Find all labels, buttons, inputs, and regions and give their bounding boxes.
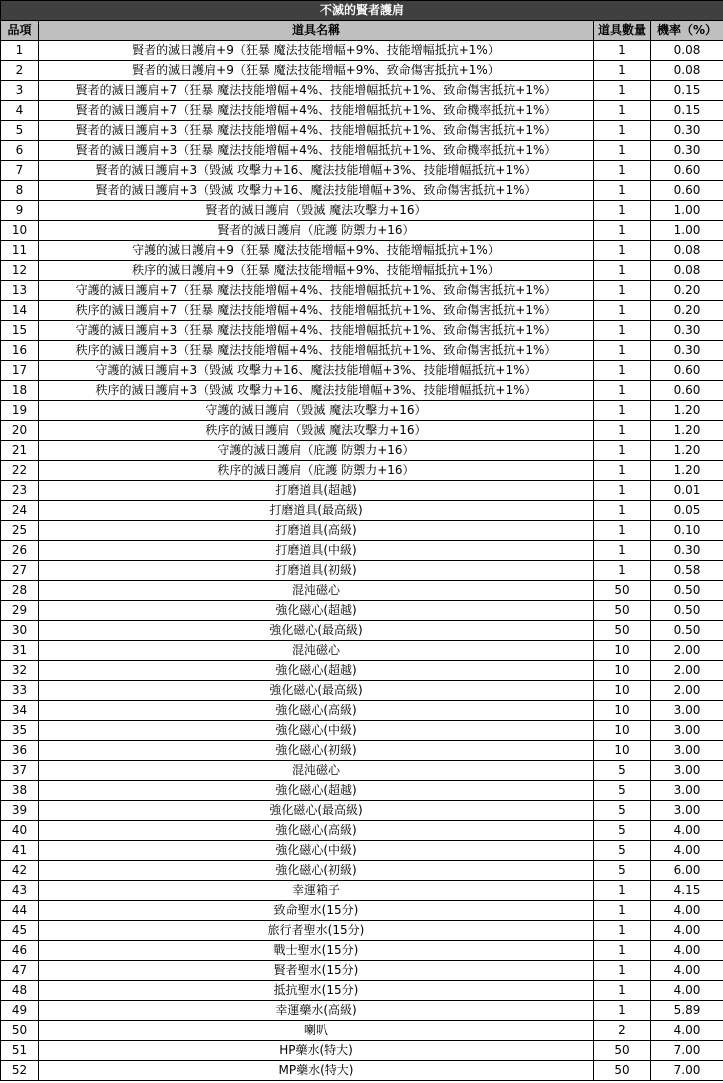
item-quantity-cell: 1	[594, 381, 651, 401]
drop-rate-cell: 0.50	[651, 601, 723, 621]
table-row	[1, 1021, 723, 1041]
item-name-cell: 強化磁心(超越)	[39, 781, 594, 801]
drop-rate-cell: 0.58	[651, 561, 723, 581]
item-name-cell: MP藥水(特大)	[39, 1061, 594, 1081]
table-row	[1, 721, 723, 741]
table-row	[1, 461, 723, 481]
item-quantity-cell: 1	[594, 521, 651, 541]
item-quantity-cell: 5	[594, 861, 651, 881]
item-name-cell: 幸運箱子	[39, 881, 594, 901]
item-number-cell: 31	[1, 641, 39, 661]
table-row	[1, 501, 723, 521]
item-number-cell: 41	[1, 841, 39, 861]
item-quantity-cell: 5	[594, 841, 651, 861]
drop-rate-cell: 0.15	[651, 101, 723, 121]
drop-rate-cell: 0.20	[651, 301, 723, 321]
item-number-cell: 45	[1, 921, 39, 941]
item-number-cell: 49	[1, 1001, 39, 1021]
drop-rate-cell: 0.20	[651, 281, 723, 301]
table-row	[1, 421, 723, 441]
item-number-cell: 50	[1, 1021, 39, 1041]
item-quantity-cell: 1	[594, 281, 651, 301]
drop-rate-cell: 3.00	[651, 781, 723, 801]
item-name-cell: 強化磁心(超越)	[39, 661, 594, 681]
item-number-cell: 2	[1, 61, 39, 81]
item-quantity-cell: 1	[594, 961, 651, 981]
item-quantity-cell: 10	[594, 741, 651, 761]
drop-rate-cell: 4.00	[651, 961, 723, 981]
item-number-cell: 17	[1, 361, 39, 381]
table-row	[1, 801, 723, 821]
drop-rate-cell: 0.30	[651, 141, 723, 161]
item-name-cell: 強化磁心(最高級)	[39, 801, 594, 821]
table-row	[1, 281, 723, 301]
item-number-cell: 11	[1, 241, 39, 261]
drop-rate-cell: 0.08	[651, 61, 723, 81]
item-quantity-cell: 1	[594, 201, 651, 221]
table-row	[1, 41, 723, 61]
table-row	[1, 381, 723, 401]
item-quantity-cell: 1	[594, 1001, 651, 1021]
item-number-cell: 39	[1, 801, 39, 821]
table-row	[1, 301, 723, 321]
item-quantity-cell: 2	[594, 1021, 651, 1041]
table-row	[1, 681, 723, 701]
item-name-cell: 守護的滅日護肩+7（狂暴 魔法技能增幅+4%、技能增幅抵抗+1%、致命傷害抵抗+1%）	[39, 281, 594, 301]
table-row	[1, 261, 723, 281]
drop-rate-cell: 6.00	[651, 861, 723, 881]
item-quantity-cell: 10	[594, 701, 651, 721]
item-name-cell: 強化磁心(高級)	[39, 701, 594, 721]
drop-rate-cell: 0.60	[651, 161, 723, 181]
item-name-cell: 強化磁心(高級)	[39, 821, 594, 841]
item-quantity-cell: 1	[594, 221, 651, 241]
drop-rate-cell: 4.00	[651, 821, 723, 841]
item-name-cell: 致命聖水(15分)	[39, 901, 594, 921]
table-row	[1, 81, 723, 101]
drop-rate-cell: 1.20	[651, 461, 723, 481]
drop-rate-cell: 0.08	[651, 241, 723, 261]
item-number-cell: 14	[1, 301, 39, 321]
drop-rate-cell: 4.00	[651, 1021, 723, 1041]
table-row	[1, 161, 723, 181]
item-quantity-cell: 50	[594, 1061, 651, 1081]
drop-rate-cell: 1.20	[651, 441, 723, 461]
drop-rate-cell: 4.00	[651, 901, 723, 921]
table-row	[1, 541, 723, 561]
item-name-cell: 賢者的滅日護肩+3（毀滅 攻擊力+16、魔法技能增幅+3%、技能增幅抵抗+1%）	[39, 161, 594, 181]
table-row	[1, 921, 723, 941]
item-name-cell: 秩序的滅日護肩（毀滅 魔法攻擊力+16）	[39, 421, 594, 441]
item-name-cell: 抵抗聖水(15分)	[39, 981, 594, 1001]
drop-rate-cell: 0.60	[651, 181, 723, 201]
item-number-cell: 6	[1, 141, 39, 161]
item-number-cell: 23	[1, 481, 39, 501]
item-quantity-cell: 10	[594, 661, 651, 681]
item-name-cell: 旅行者聖水(15分)	[39, 921, 594, 941]
item-name-cell: 強化磁心(超越)	[39, 601, 594, 621]
item-quantity-cell: 1	[594, 261, 651, 281]
drop-rate-cell: 0.50	[651, 581, 723, 601]
item-number-cell: 7	[1, 161, 39, 181]
item-quantity-cell: 1	[594, 101, 651, 121]
item-name-cell: HP藥水(特大)	[39, 1041, 594, 1061]
drop-rate-cell: 3.00	[651, 741, 723, 761]
item-number-cell: 3	[1, 81, 39, 101]
table-row	[1, 441, 723, 461]
table-row	[1, 321, 723, 341]
table-row	[1, 1041, 723, 1061]
item-name-cell: 幸運藥水(高級)	[39, 1001, 594, 1021]
drop-rate-cell: 4.00	[651, 841, 723, 861]
item-quantity-cell: 1	[594, 901, 651, 921]
header-item-name: 道具名稱	[39, 21, 594, 41]
item-name-cell: 秩序的滅日護肩（庇護 防禦力+16）	[39, 461, 594, 481]
table-row	[1, 1061, 723, 1081]
item-number-cell: 26	[1, 541, 39, 561]
table-row	[1, 401, 723, 421]
item-name-cell: 強化磁心(中級)	[39, 841, 594, 861]
item-name-cell: 混沌磁心	[39, 641, 594, 661]
item-number-cell: 5	[1, 121, 39, 141]
item-name-cell: 守護的滅日護肩（毀滅 魔法攻擊力+16）	[39, 401, 594, 421]
item-quantity-cell: 10	[594, 721, 651, 741]
item-quantity-cell: 1	[594, 141, 651, 161]
item-number-cell: 33	[1, 681, 39, 701]
item-number-cell: 34	[1, 701, 39, 721]
item-number-cell: 13	[1, 281, 39, 301]
header-row	[1, 21, 723, 41]
drop-rate-cell: 0.08	[651, 41, 723, 61]
drop-rate-cell: 7.00	[651, 1061, 723, 1081]
item-quantity-cell: 50	[594, 601, 651, 621]
item-name-cell: 秩序的滅日護肩+9（狂暴 魔法技能增幅+9%、技能增幅抵抗+1%）	[39, 261, 594, 281]
drop-rate-cell: 7.00	[651, 1041, 723, 1061]
item-number-cell: 29	[1, 601, 39, 621]
drop-rate-cell: 3.00	[651, 721, 723, 741]
item-name-cell: 守護的滅日護肩（庇護 防禦力+16）	[39, 441, 594, 461]
item-name-cell: 喇叭	[39, 1021, 594, 1041]
drop-rate-cell: 4.00	[651, 921, 723, 941]
item-name-cell: 秩序的滅日護肩+3（狂暴 魔法技能增幅+4%、技能增幅抵抗+1%、致命傷害抵抗+1%）	[39, 341, 594, 361]
table-row	[1, 981, 723, 1001]
table-row	[1, 561, 723, 581]
table-row	[1, 661, 723, 681]
table-row	[1, 741, 723, 761]
item-quantity-cell: 1	[594, 341, 651, 361]
item-number-cell: 43	[1, 881, 39, 901]
drop-rate-cell: 0.60	[651, 381, 723, 401]
table-row	[1, 241, 723, 261]
item-name-cell: 賢者的滅日護肩（毀滅 魔法攻擊力+16）	[39, 201, 594, 221]
item-quantity-cell: 1	[594, 561, 651, 581]
item-quantity-cell: 10	[594, 641, 651, 661]
item-name-cell: 混沌磁心	[39, 761, 594, 781]
header-item-quantity: 道具數量	[594, 21, 651, 41]
item-name-cell: 打磨道具(超越)	[39, 481, 594, 501]
table-row	[1, 641, 723, 661]
item-quantity-cell: 1	[594, 161, 651, 181]
item-quantity-cell: 1	[594, 921, 651, 941]
item-name-cell: 賢者的滅日護肩+3（狂暴 魔法技能增幅+4%、技能增幅抵抗+1%、致命傷害抵抗+1%）	[39, 121, 594, 141]
table-row	[1, 481, 723, 501]
item-name-cell: 賢者的滅日護肩+9（狂暴 魔法技能增幅+9%、致命傷害抵抗+1%）	[39, 61, 594, 81]
drop-rate-cell: 0.01	[651, 481, 723, 501]
item-name-cell: 賢者聖水(15分)	[39, 961, 594, 981]
title-row	[1, 1, 723, 21]
item-quantity-cell: 1	[594, 41, 651, 61]
item-name-cell: 強化磁心(最高級)	[39, 621, 594, 641]
item-name-cell: 秩序的滅日護肩+7（狂暴 魔法技能增幅+4%、技能增幅抵抗+1%、致命傷害抵抗+1%）	[39, 301, 594, 321]
drop-rate-cell: 0.30	[651, 341, 723, 361]
item-quantity-cell: 1	[594, 881, 651, 901]
item-number-cell: 18	[1, 381, 39, 401]
table-row	[1, 701, 723, 721]
table-row	[1, 1001, 723, 1021]
item-name-cell: 賢者的滅日護肩+3（狂暴 魔法技能增幅+4%、技能增幅抵抗+1%、致命機率抵抗+1%）	[39, 141, 594, 161]
item-name-cell: 賢者的滅日護肩+3（毀滅 攻擊力+16、魔法技能增幅+3%、致命傷害抵抗+1%）	[39, 181, 594, 201]
drop-rate-cell: 0.60	[651, 361, 723, 381]
drop-rate-cell: 2.00	[651, 681, 723, 701]
drop-rate-cell: 3.00	[651, 761, 723, 781]
table-row	[1, 621, 723, 641]
table-row	[1, 901, 723, 921]
drop-rate-cell: 1.20	[651, 401, 723, 421]
item-quantity-cell: 5	[594, 801, 651, 821]
item-name-cell: 戰士聖水(15分)	[39, 941, 594, 961]
item-number-cell: 32	[1, 661, 39, 681]
item-number-cell: 35	[1, 721, 39, 741]
item-number-cell: 36	[1, 741, 39, 761]
item-name-cell: 守護的滅日護肩+9（狂暴 魔法技能增幅+9%、技能增幅抵抗+1%）	[39, 241, 594, 261]
item-name-cell: 打磨道具(最高級)	[39, 501, 594, 521]
item-quantity-cell: 50	[594, 581, 651, 601]
table-title: 不滅的賢者護肩	[1, 1, 723, 21]
item-name-cell: 賢者的滅日護肩（庇護 防禦力+16）	[39, 221, 594, 241]
item-name-cell: 守護的滅日護肩+3（毀滅 攻擊力+16、魔法技能增幅+3%、技能增幅抵抗+1%）	[39, 361, 594, 381]
drop-rate-cell: 0.05	[651, 501, 723, 521]
item-number-cell: 52	[1, 1061, 39, 1081]
table-row	[1, 601, 723, 621]
item-quantity-cell: 1	[594, 981, 651, 1001]
drop-rate-cell: 5.89	[651, 1001, 723, 1021]
item-number-cell: 42	[1, 861, 39, 881]
drop-rate-cell: 0.10	[651, 521, 723, 541]
table-row	[1, 961, 723, 981]
drop-rate-cell: 0.30	[651, 541, 723, 561]
item-number-cell: 20	[1, 421, 39, 441]
table-body	[1, 41, 723, 1081]
table-row	[1, 781, 723, 801]
item-quantity-cell: 1	[594, 241, 651, 261]
drop-rate-cell: 0.15	[651, 81, 723, 101]
item-name-cell: 打磨道具(中級)	[39, 541, 594, 561]
item-quantity-cell: 1	[594, 181, 651, 201]
item-number-cell: 25	[1, 521, 39, 541]
item-number-cell: 28	[1, 581, 39, 601]
item-quantity-cell: 5	[594, 821, 651, 841]
item-quantity-cell: 1	[594, 461, 651, 481]
drop-rate-cell: 1.20	[651, 421, 723, 441]
item-quantity-cell: 1	[594, 501, 651, 521]
item-number-cell: 46	[1, 941, 39, 961]
table-row	[1, 821, 723, 841]
drop-rate-cell: 4.00	[651, 941, 723, 961]
table-row	[1, 521, 723, 541]
item-quantity-cell: 1	[594, 481, 651, 501]
item-number-cell: 15	[1, 321, 39, 341]
drop-rate-cell: 0.50	[651, 621, 723, 641]
item-number-cell: 1	[1, 41, 39, 61]
item-name-cell: 混沌磁心	[39, 581, 594, 601]
item-number-cell: 38	[1, 781, 39, 801]
drop-rate-cell: 1.00	[651, 201, 723, 221]
item-name-cell: 賢者的滅日護肩+7（狂暴 魔法技能增幅+4%、技能增幅抵抗+1%、致命傷害抵抗+1%）	[39, 81, 594, 101]
item-quantity-cell: 1	[594, 61, 651, 81]
item-quantity-cell: 1	[594, 321, 651, 341]
item-name-cell: 賢者的滅日護肩+7（狂暴 魔法技能增幅+4%、技能增幅抵抗+1%、致命機率抵抗+1%）	[39, 101, 594, 121]
table-row	[1, 141, 723, 161]
drop-rate-cell: 0.30	[651, 121, 723, 141]
item-number-cell: 21	[1, 441, 39, 461]
table-row	[1, 361, 723, 381]
table-row	[1, 581, 723, 601]
item-quantity-cell: 1	[594, 941, 651, 961]
table-row	[1, 121, 723, 141]
item-number-cell: 40	[1, 821, 39, 841]
item-name-cell: 強化磁心(初級)	[39, 861, 594, 881]
item-number-cell: 47	[1, 961, 39, 981]
header-drop-rate: 機率（%）	[651, 21, 723, 41]
item-number-cell: 16	[1, 341, 39, 361]
item-name-cell: 守護的滅日護肩+3（狂暴 魔法技能增幅+4%、技能增幅抵抗+1%、致命傷害抵抗+1%）	[39, 321, 594, 341]
item-name-cell: 打磨道具(高級)	[39, 521, 594, 541]
item-quantity-cell: 1	[594, 401, 651, 421]
item-quantity-cell: 1	[594, 81, 651, 101]
table-row	[1, 861, 723, 881]
drop-rate-cell: 2.00	[651, 641, 723, 661]
table-row	[1, 101, 723, 121]
item-quantity-cell: 5	[594, 781, 651, 801]
item-number-cell: 44	[1, 901, 39, 921]
item-quantity-cell: 1	[594, 121, 651, 141]
item-quantity-cell: 1	[594, 541, 651, 561]
header-item-number: 品項	[1, 21, 39, 41]
item-quantity-cell: 1	[594, 441, 651, 461]
drop-rate-cell: 0.30	[651, 321, 723, 341]
table-row	[1, 841, 723, 861]
drop-rate-cell: 1.00	[651, 221, 723, 241]
item-quantity-cell: 1	[594, 421, 651, 441]
drop-rate-cell: 0.08	[651, 261, 723, 281]
table-row	[1, 61, 723, 81]
item-name-cell: 強化磁心(最高級)	[39, 681, 594, 701]
item-number-cell: 12	[1, 261, 39, 281]
item-quantity-cell: 50	[594, 621, 651, 641]
item-quantity-cell: 1	[594, 301, 651, 321]
table-row	[1, 201, 723, 221]
drop-rate-cell: 4.15	[651, 881, 723, 901]
drop-rate-cell: 3.00	[651, 701, 723, 721]
item-name-cell: 強化磁心(中級)	[39, 721, 594, 741]
item-name-cell: 強化磁心(初級)	[39, 741, 594, 761]
item-quantity-cell: 1	[594, 361, 651, 381]
item-number-cell: 30	[1, 621, 39, 641]
drop-rate-cell: 4.00	[651, 981, 723, 1001]
item-number-cell: 37	[1, 761, 39, 781]
item-quantity-cell: 10	[594, 681, 651, 701]
item-number-cell: 4	[1, 101, 39, 121]
table-row	[1, 881, 723, 901]
drop-rate-cell: 2.00	[651, 661, 723, 681]
item-quantity-cell: 50	[594, 1041, 651, 1061]
item-number-cell: 22	[1, 461, 39, 481]
item-quantity-cell: 5	[594, 761, 651, 781]
item-name-cell: 打磨道具(初級)	[39, 561, 594, 581]
table-row	[1, 181, 723, 201]
item-number-cell: 24	[1, 501, 39, 521]
table-row	[1, 341, 723, 361]
item-name-cell: 秩序的滅日護肩+3（毀滅 攻擊力+16、魔法技能增幅+3%、技能增幅抵抗+1%）	[39, 381, 594, 401]
item-number-cell: 51	[1, 1041, 39, 1061]
item-name-cell: 賢者的滅日護肩+9（狂暴 魔法技能增幅+9%、技能增幅抵抗+1%）	[39, 41, 594, 61]
item-number-cell: 10	[1, 221, 39, 241]
table-row	[1, 761, 723, 781]
item-number-cell: 19	[1, 401, 39, 421]
table-row	[1, 941, 723, 961]
item-number-cell: 48	[1, 981, 39, 1001]
table-row	[1, 221, 723, 241]
item-number-cell: 9	[1, 201, 39, 221]
item-number-cell: 8	[1, 181, 39, 201]
drop-rate-cell: 3.00	[651, 801, 723, 821]
item-number-cell: 27	[1, 561, 39, 581]
